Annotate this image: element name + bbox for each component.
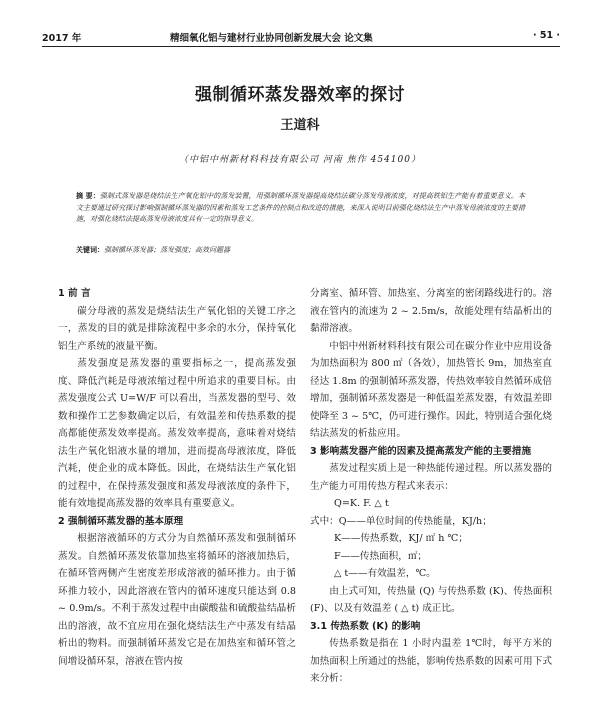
section-heading: 1 前 言	[58, 288, 91, 299]
body-paragraph: 蒸发过程实质上是一种热能传递过程。所以蒸发器的生产能力可用传热方程式来表示：	[310, 463, 552, 492]
left-column	[58, 285, 296, 670]
variable-definition: △ t——有效温差，℃。	[334, 568, 436, 579]
header-conference: 精细氧化铝与建材行业协同创新发展大会 论文集	[170, 33, 373, 44]
author-affiliation: （中铝中州新材料科技有限公司 河南 焦作 454100）	[179, 155, 421, 165]
variable-definition: F——传热面积，㎡；	[334, 550, 428, 562]
body-paragraph: 由上式可知，传热量 (Q) 与传热系数 (K)、传热面积 (F)、以及有效温差 ( △ t) 成正比。	[310, 585, 552, 614]
variable-definition: K——传热系数，KJ/ ㎡ h ℃；	[334, 533, 468, 544]
body-paragraph: 传热系数是指在 1 小时内温差 1℃时，每平方米的加热面积上所通过的热能，影响传热系数的因素可用下式来分析：	[310, 638, 552, 684]
keywords	[76, 245, 525, 255]
keywords-text: 强制循环蒸发器；蒸发强度；高效问题器	[104, 246, 230, 254]
section-heading: 3 影响蒸发器产能的因素及提高蒸发产能的主要措施	[310, 445, 532, 457]
equation: Q=K. F. △ t	[334, 498, 389, 509]
paper-title: 强制循环蒸发器效率的探讨	[195, 85, 405, 105]
body-paragraph: 中铝中州新材料科技有限公司在碳分作业中应用设备为加热面积为 800 ㎡（各效），加热管长 9m，加热室直径达 1.8m 的强制循环蒸发器，传热效率较自然循环成倍增加，强制循环蒸发器是一种低温差蒸发器，有效温差即使降至 3 ~ 5℃，仍可进行操作。因此，特别适合强化烧结法蒸发的析盐应用。	[310, 340, 552, 439]
header-year: 2017 年	[42, 33, 82, 44]
variable-definition: 式中：Q——单位时间的传热能量，KJ/h；	[310, 515, 492, 527]
right-column	[310, 285, 552, 688]
section-heading: 2 强制循环蒸发器的基本原理	[58, 515, 184, 527]
abstract-label: 摘 要：	[76, 191, 100, 200]
keywords-label: 关键词：	[76, 245, 104, 254]
abstract-text: 强制式蒸发器是烧结法生产氧化铝中的蒸发装置，用强制循环蒸发器提高烧结法碳分蒸发母液浓度，对提高铁铝生产能有着重要意义。本文主要通过研究探讨影响强制循环蒸发器的因素和蒸发工艺条件的控制点和改进的措施，来深入说明目前强化烧结法生产中蒸发母液浓度的主要措施，对强化烧结法提高蒸发母液浓度具有一定的指导意义。	[76, 192, 526, 223]
section-heading: 3.1 传热系数 (K) 的影响	[310, 620, 421, 632]
abstract	[76, 190, 525, 226]
body-paragraph: 分离室、循环管、加热室、分离室的密闭路线进行的。溶液在管内的流速为 2 ~ 2.5m/s，故能处理有结晶析出的黏滞溶液。	[310, 288, 552, 334]
body-paragraph: 根据溶液循环的方式分为自然循环蒸发和强制循环蒸发。自然循环蒸发依靠加热室将循环的溶液加热后，在循环管两侧产生密度差形成溶液的循环推力。由于循环推力较小，因此溶液在管内的循环速度只能达到 0.8 ~ 0.9m/s。不利于蒸发过程中由碳酸盐和硫酸盐结晶析出的溶液，故不宜应用在强化烧结法生产中蒸发有结晶析出的物料。而强制循环蒸发它是在加热室和循环管之间增设循环泵，溶液在管内按	[58, 533, 296, 667]
running-header	[42, 30, 560, 47]
paper-author: 王道科	[280, 118, 320, 133]
body-paragraph: 蒸发强度是蒸发器的重要指标之一，提高蒸发强度、降低汽耗是母液浓缩过程中所追求的重要目标。由蒸发强度公式 U=W/F 可以看出，当蒸发器的型号、效数和操作工艺参数确定以后，有效温差和传热系数的提高都能使蒸发效率提高。蒸发效率提高，意味着对烧结法生产氧化铝液水量的增加，进而提高母液浓度，降低汽耗，使企业的成本降低。因此，在烧结法生产氧化铝的过程中，在保持蒸发强度和蒸发母液浓度的条件下，能有效地提高蒸发器的效率具有重要意义。	[58, 358, 296, 509]
header-page-number: · 51 ·	[532, 30, 560, 41]
body-paragraph: 碳分母液的蒸发是烧结法生产氧化铝的关键工序之一，蒸发的目的就是排除流程中多余的水分，保持氧化铝生产系统的液量平衡。	[58, 305, 296, 352]
